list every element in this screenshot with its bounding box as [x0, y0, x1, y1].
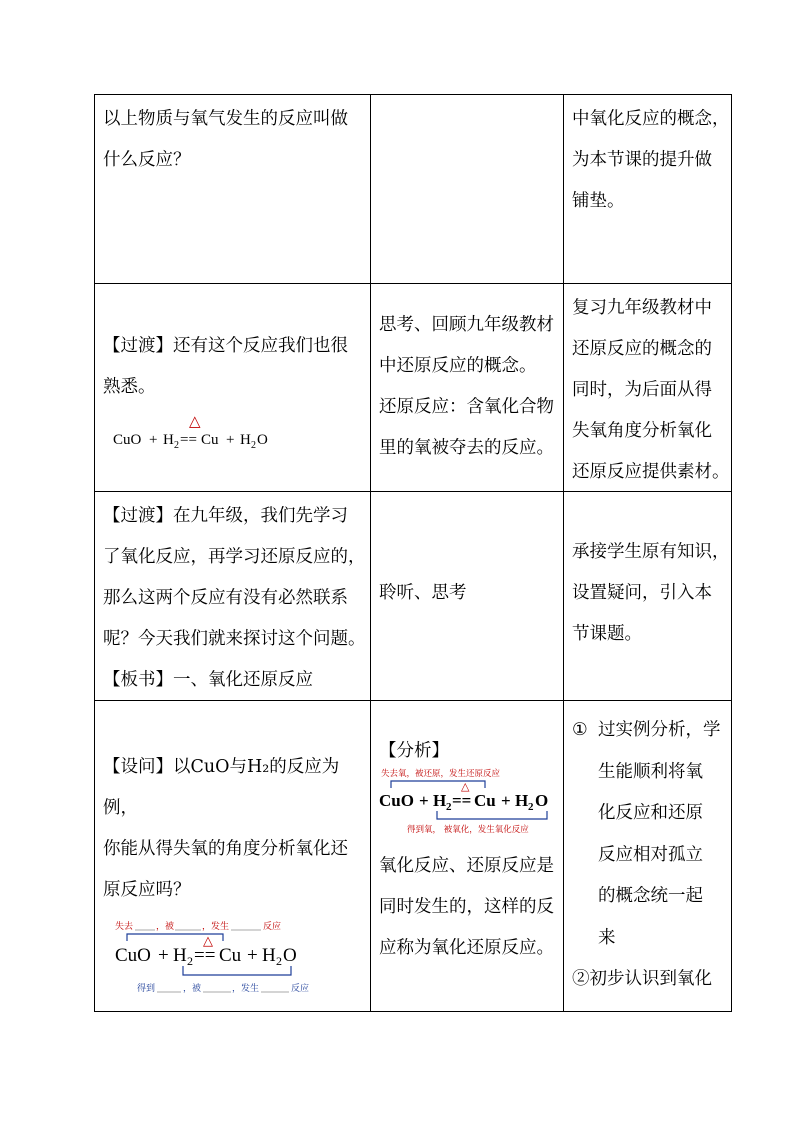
- text-line: 还原反应提供素材。: [572, 462, 730, 482]
- svg-text:CuO + H: [113, 432, 268, 452]
- text-line: 同时，为后面从得: [572, 380, 712, 400]
- teacher-activity-cell: [95, 492, 371, 701]
- text-line: 同时发生的，这样的反: [379, 897, 554, 917]
- reaction-equation-cuo-h2: [109, 412, 309, 452]
- plus-text: +: [149, 432, 158, 448]
- text-line: 为本节课的提升做: [572, 150, 712, 170]
- design-intent-cell: [564, 492, 732, 701]
- bracket-bottom: [183, 966, 291, 975]
- heat-symbol: △: [461, 780, 470, 793]
- text-line: 设置疑问，引入本: [572, 583, 712, 603]
- item-number: ①: [572, 720, 588, 740]
- design-intent-cell: [564, 95, 732, 284]
- h-text: H: [163, 432, 174, 448]
- analysis-label-top: 失去氧，被还原，发生还原反应: [381, 769, 501, 779]
- table-row: [95, 95, 732, 284]
- blank-label: 得到: [137, 984, 156, 994]
- plus-text: +: [419, 791, 429, 810]
- cuo-text: CuO: [115, 945, 151, 966]
- text-line: 了氧化反应，再学习还原反应的，: [103, 547, 366, 567]
- blank-reaction-diagram: [113, 919, 323, 997]
- text-line: 承接学生原有知识，: [572, 542, 730, 562]
- student-activity-cell: [371, 95, 564, 284]
- text-line: 【过渡】在九年级，我们先学习: [103, 506, 348, 526]
- text-line: 复习九年级教材中: [572, 298, 712, 318]
- subscript-2: 2: [174, 440, 179, 451]
- equals-text: ==: [452, 791, 472, 810]
- cu-text: Cu: [474, 791, 496, 810]
- h-text: H: [433, 791, 447, 810]
- h-text: H: [515, 791, 529, 810]
- numbered-line: [572, 959, 731, 1001]
- student-activity-cell: [371, 284, 564, 492]
- analysis-reaction-diagram: [377, 766, 561, 846]
- text-line: 的概念统一起: [598, 886, 703, 906]
- text-line: 失氧角度分析氧化: [572, 421, 712, 441]
- text-line: 原反应吗？: [103, 880, 191, 900]
- bracket-top: [391, 781, 485, 788]
- table-row: [95, 492, 732, 701]
- cuo-text: CuO: [113, 432, 142, 448]
- subscript-2: 2: [276, 954, 282, 968]
- plus-text: +: [158, 945, 169, 966]
- svg-text:CuO + H: [379, 791, 548, 814]
- numbered-item: [572, 710, 731, 959]
- text-line: 来: [598, 927, 616, 948]
- plus-text: +: [247, 945, 258, 966]
- blank-label: 反应: [263, 922, 282, 932]
- text-line: 那么这两个反应有没有必然联系: [103, 588, 348, 608]
- text-line: 氧化反应、还原反应是: [379, 856, 554, 876]
- o-text: O: [535, 791, 549, 810]
- subscript-2: 2: [446, 801, 452, 813]
- lesson-plan-table: [94, 94, 732, 1012]
- h-text: H: [240, 432, 251, 448]
- subscript-2: 2: [187, 954, 193, 968]
- o-text: O: [283, 945, 297, 966]
- h-text: H: [262, 945, 276, 966]
- text-line: 【设问】以CuO与H₂的反应为例，: [103, 757, 340, 818]
- blank-label: 失去: [115, 922, 134, 932]
- plus-text: +: [226, 432, 235, 448]
- table-row: [95, 284, 732, 492]
- text-line: 你能从得失氧的角度分析氧化还: [103, 839, 348, 859]
- text-line: 还原反应的概念的: [572, 339, 712, 359]
- analysis-label-bottom: 得到氧， 被氧化，发生氧化反应: [407, 825, 529, 835]
- plus-text: +: [501, 791, 511, 810]
- text-line: 里的氧被夺去的反应。: [379, 438, 554, 458]
- cu-text: Cu: [201, 432, 219, 448]
- text-line: 中氧化反应的概念，: [572, 109, 730, 129]
- blank-label: 反应: [291, 984, 310, 994]
- equals-text: ==: [194, 945, 216, 966]
- cu-text: Cu: [219, 945, 242, 966]
- text-line: 【板书】一、氧化还原反应: [103, 670, 313, 690]
- text-line: 还原反应：含氧化合物: [379, 397, 554, 417]
- blank-label: ，发生: [232, 984, 260, 994]
- text-line: 生能顺利将氧: [598, 761, 703, 782]
- student-activity-cell: [371, 701, 564, 1012]
- subscript-2: 2: [528, 801, 534, 813]
- text-line: 熟悉。: [103, 377, 156, 397]
- h-text: H: [173, 945, 187, 966]
- text-line: 初步认识到氧化: [589, 969, 712, 989]
- design-intent-cell: [564, 284, 732, 492]
- text-line: 【过渡】还有这个反应我们也很: [103, 336, 348, 356]
- blank-label: ，被: [156, 922, 175, 932]
- text-line: 应称为氧化还原反应。: [379, 938, 554, 958]
- heat-symbol: △: [203, 934, 213, 949]
- equals-text: ==: [180, 432, 197, 448]
- teacher-activity-cell: [95, 95, 371, 284]
- text-line: 什么反应？: [103, 150, 191, 170]
- subscript-2: 2: [251, 440, 256, 451]
- table-row: [95, 701, 732, 1012]
- svg-text:CuO + H: [115, 945, 297, 970]
- student-activity-cell: [371, 492, 564, 701]
- text-line: 化反应和还原: [598, 803, 703, 823]
- text-line: 聆听、思考: [379, 583, 467, 603]
- heat-symbol: △: [189, 412, 201, 430]
- o-text: O: [257, 432, 268, 448]
- teacher-activity-cell: [95, 701, 371, 1012]
- text-line: 节课题。: [572, 624, 642, 644]
- text-line: 中还原反应的概念。: [379, 356, 537, 376]
- text-line: 以上物质与氧气发生的反应叫做: [103, 109, 348, 129]
- teacher-activity-cell: [95, 284, 371, 492]
- item-number: ②: [572, 969, 590, 989]
- text-line: 铺垫。: [572, 191, 625, 211]
- text-line: 思考、回顾九年级教材: [379, 315, 554, 335]
- text-line: 呢？今天我们就来探讨这个问题。: [103, 629, 366, 649]
- numbered-item: [572, 959, 731, 1001]
- cuo-text: CuO: [379, 791, 414, 810]
- blank-label: ，被: [183, 984, 202, 994]
- analysis-heading: 【分析】: [379, 741, 449, 761]
- blank-label: ，发生: [202, 922, 230, 932]
- text-line: 过实例分析，学: [598, 720, 721, 740]
- design-intent-cell: [564, 701, 732, 1012]
- text-line: 反应相对孤立: [598, 844, 703, 865]
